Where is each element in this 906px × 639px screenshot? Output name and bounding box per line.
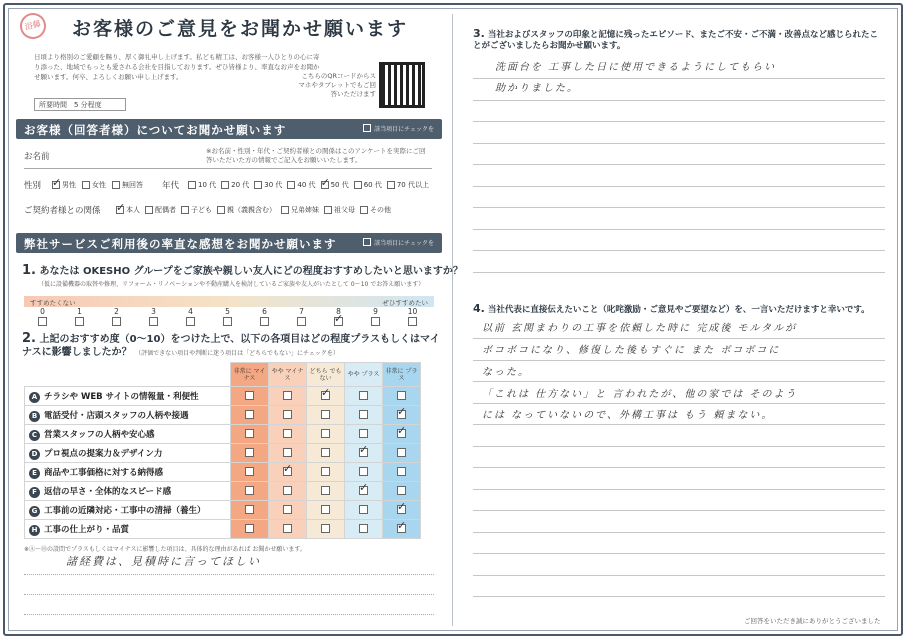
- rating-cell[interactable]: [307, 463, 345, 482]
- page-title: お客様のご意見をお聞かせ願います: [72, 18, 409, 40]
- age-option[interactable]: 20 代: [221, 180, 249, 190]
- answer-line: [473, 164, 885, 165]
- rating-item: [25, 482, 231, 501]
- item-label: 工事の仕上がり・品質: [44, 524, 130, 535]
- checkbox[interactable]: [321, 391, 330, 400]
- rating-cell[interactable]: [345, 387, 383, 406]
- rating-item: [25, 463, 231, 482]
- scale-option[interactable]: 6: [246, 307, 283, 326]
- rating-cell[interactable]: [269, 406, 307, 425]
- checkbox[interactable]: [112, 181, 120, 189]
- rating-row: [25, 444, 421, 463]
- rating-cell[interactable]: [231, 501, 269, 520]
- checkbox[interactable]: [283, 505, 292, 514]
- checkbox[interactable]: [245, 505, 254, 514]
- checkbox[interactable]: [245, 429, 254, 438]
- item-letter-badge: B: [29, 411, 40, 422]
- checkbox[interactable]: [245, 391, 254, 400]
- checkbox[interactable]: [283, 410, 292, 419]
- checkbox[interactable]: [397, 391, 406, 400]
- q4-title: 4. 当社代表に直接伝えたいこと（叱咤激励・ご意見やご要望など）を、一言いただけますと幸いです。: [473, 302, 870, 315]
- checkbox[interactable]: [149, 317, 158, 326]
- checkbox[interactable]: [334, 317, 343, 326]
- checkbox[interactable]: [217, 206, 225, 214]
- rating-cell[interactable]: [345, 406, 383, 425]
- checkbox[interactable]: [397, 524, 406, 533]
- gender-label: 性別: [24, 181, 42, 191]
- answer-line: [473, 143, 885, 144]
- checkbox[interactable]: [283, 391, 292, 400]
- item-label: 返信の早さ・全体的なスピード感: [44, 486, 172, 497]
- checkbox[interactable]: [116, 206, 124, 214]
- checkbox[interactable]: [245, 486, 254, 495]
- checkbox[interactable]: [359, 391, 368, 400]
- checkbox[interactable]: [38, 317, 47, 326]
- checkbox[interactable]: [283, 524, 292, 533]
- gender-option-female[interactable]: 女性: [82, 180, 106, 190]
- item-label: 商品や工事価格に対する納得感: [44, 467, 164, 478]
- answer-line: [24, 614, 434, 615]
- name-label: お名前: [24, 152, 50, 162]
- answer-line: [473, 553, 885, 554]
- checkbox[interactable]: [287, 181, 295, 189]
- checkbox[interactable]: [324, 206, 332, 214]
- section-title: お客様（回答者様）についてお聞かせ願います: [24, 123, 287, 137]
- q2-title: 2. 上記のおすすめ度（0〜10）をつけた上で、以下の各項目はどの程度プラスもしくはマイナスに影響しましたか？ （評価できない項目や判断に迷う項目は「どちらでもない」にチェックを）: [22, 331, 440, 358]
- age-option[interactable]: ✓ 50 代: [321, 180, 349, 190]
- rating-row: [25, 463, 421, 482]
- rating-cell[interactable]: [307, 406, 345, 425]
- checkbox[interactable]: [281, 206, 289, 214]
- rating-row: [25, 482, 421, 501]
- answer-line: [473, 78, 885, 79]
- checkbox[interactable]: [359, 505, 368, 514]
- section-note: 該当項目にチェックを: [363, 124, 434, 133]
- scale-option[interactable]: 4: [172, 307, 209, 326]
- checkbox[interactable]: [321, 486, 330, 495]
- q4-answer-line[interactable]: なった。: [482, 367, 530, 378]
- nps-scale-header: [24, 296, 434, 307]
- answer-line: [473, 250, 885, 251]
- age-option[interactable]: 60 代: [354, 180, 382, 190]
- age-option[interactable]: 40 代: [287, 180, 315, 190]
- rating-cell[interactable]: [383, 463, 421, 482]
- checkbox[interactable]: [245, 448, 254, 457]
- rating-cell[interactable]: [345, 425, 383, 444]
- gender-option-male[interactable]: ✓ 男性: [52, 180, 76, 190]
- section-feedback-header: [16, 233, 442, 253]
- checkbox[interactable]: [359, 429, 368, 438]
- answer-line: [473, 100, 885, 101]
- checkbox[interactable]: [359, 524, 368, 533]
- center-divider: [452, 14, 453, 626]
- checkbox[interactable]: [283, 467, 292, 476]
- relation-option[interactable]: ✓ 本人: [116, 205, 140, 215]
- rating-cell[interactable]: [269, 501, 307, 520]
- checkbox[interactable]: [321, 505, 330, 514]
- checkbox[interactable]: [245, 524, 254, 533]
- q3-answer-line[interactable]: 助かりました。: [495, 83, 579, 94]
- q4-answer-line[interactable]: には なっていないので、外構工事は もう 頼まない。: [482, 410, 774, 421]
- answer-line: [24, 574, 434, 575]
- checkbox[interactable]: [354, 181, 362, 189]
- item-label: 工事前の近隣対応・工事中の清掃（養生）: [44, 505, 206, 516]
- age-options: [188, 180, 429, 190]
- rating-cell[interactable]: [231, 444, 269, 463]
- scale-option[interactable]: 1: [61, 307, 98, 326]
- item-letter-badge: H: [29, 525, 40, 536]
- column-header: やや マイナス: [269, 363, 307, 387]
- column-header: 非常に プラス: [383, 363, 421, 387]
- checkbox[interactable]: [408, 317, 417, 326]
- checkbox[interactable]: [283, 448, 292, 457]
- q4-answer-line[interactable]: 以前 玄関まわりの工事を依頼した時に 完成後 モルタルが: [482, 323, 798, 334]
- item-label: プロ視点の提案力＆デザイン力: [44, 448, 163, 459]
- rating-cell[interactable]: [383, 482, 421, 501]
- checkbox[interactable]: [321, 181, 329, 189]
- rating-header-row: [25, 363, 421, 387]
- checkbox[interactable]: [145, 206, 153, 214]
- checkbox[interactable]: [321, 448, 330, 457]
- rating-cell[interactable]: [345, 501, 383, 520]
- answer-line: [473, 272, 885, 273]
- column-header: やや プラス: [345, 363, 383, 387]
- time-required-label: 所要時間 5 分程度: [34, 98, 126, 111]
- rating-cell[interactable]: [383, 444, 421, 463]
- checkbox[interactable]: [387, 181, 395, 189]
- column-header: 非常に マイナス: [231, 363, 269, 387]
- answer-line: [473, 186, 885, 187]
- answer-line: [473, 207, 885, 208]
- rating-row: [25, 406, 421, 425]
- item-letter-badge: G: [29, 506, 40, 517]
- checkbox[interactable]: [260, 317, 269, 326]
- checkbox[interactable]: [321, 429, 330, 438]
- checkbox[interactable]: [283, 486, 292, 495]
- rating-cell[interactable]: [383, 406, 421, 425]
- gender-options: [52, 180, 143, 190]
- q3-title: 3. 当社およびスタッフの印象と記憶に残ったエピソード、またご不安・ご不満・改善点など感じられたことがございましたらお聞かせ願います。: [473, 27, 879, 51]
- rating-cell[interactable]: [269, 463, 307, 482]
- answer-line: [473, 510, 885, 511]
- checkbox[interactable]: [112, 317, 121, 326]
- checkbox[interactable]: [75, 317, 84, 326]
- answer-line: [473, 596, 885, 597]
- item-letter-badge: D: [29, 449, 40, 460]
- section-respondent-header: [16, 119, 442, 139]
- answer-line: [473, 467, 885, 468]
- item-label: 営業スタッフの人柄や安心感: [44, 429, 155, 440]
- answer-line: [473, 338, 885, 339]
- checkbox[interactable]: [397, 448, 406, 457]
- rating-table: [24, 362, 421, 539]
- scale-option[interactable]: 3: [135, 307, 172, 326]
- checkbox[interactable]: [223, 317, 232, 326]
- scale-option[interactable]: 5: [209, 307, 246, 326]
- checkbox[interactable]: [297, 317, 306, 326]
- rating-cell[interactable]: [231, 425, 269, 444]
- relation-options: [116, 205, 391, 215]
- checkbox[interactable]: [52, 181, 60, 189]
- checkbox[interactable]: [359, 467, 368, 476]
- q4-answer-line[interactable]: 「これは 仕方ない」と 言われたが、他の家では そのよう: [482, 389, 798, 400]
- relation-option[interactable]: 子ども: [181, 205, 212, 215]
- rating-cell[interactable]: [307, 387, 345, 406]
- q2-reason-answer[interactable]: 諸経費は、見積時に言ってほしい: [66, 555, 261, 568]
- checkbox[interactable]: [397, 505, 406, 514]
- age-label: 年代: [162, 181, 180, 191]
- checkbox[interactable]: [188, 181, 196, 189]
- answer-line: [473, 532, 885, 533]
- relation-label: ご契約者様との関係: [24, 206, 101, 216]
- rating-cell[interactable]: [231, 463, 269, 482]
- checkbox[interactable]: [359, 448, 368, 457]
- rating-cell[interactable]: [383, 387, 421, 406]
- rating-cell[interactable]: [307, 501, 345, 520]
- intro-text: 日頃より格別のご愛顧を賜り、厚く御礼申し上げます。私ども精工は、お客様一人ひとりの心に寄り添った、地域でもっとも愛される会社を目指しております。ぜひ皆様より、率直なお声をお聞かせ願います。何卒、よろしくお願い申し上げます。: [34, 53, 320, 81]
- item-letter-badge: F: [29, 487, 40, 498]
- q1-title: 1. あなたは OKESHO グループをご家族や親しい友人にどの程度おすすめしたいと思いますか？: [22, 263, 463, 278]
- rating-item: [25, 406, 231, 425]
- checkbox[interactable]: [321, 524, 330, 533]
- name-note: ※お名前・性別・年代・ご契約者様との関係はこのアンケートを実際にご回答いただいた方の情報でご記入をお願いいたします。: [206, 147, 426, 164]
- checkbox[interactable]: [397, 486, 406, 495]
- scale-option[interactable]: 0: [24, 307, 61, 326]
- rating-cell[interactable]: [307, 425, 345, 444]
- rating-cell[interactable]: [307, 444, 345, 463]
- checkbox[interactable]: [360, 206, 368, 214]
- checkbox[interactable]: [181, 206, 189, 214]
- name-field[interactable]: [24, 168, 432, 169]
- rating-cell[interactable]: [231, 406, 269, 425]
- rating-item: [25, 444, 231, 463]
- scale-option[interactable]: [320, 307, 357, 326]
- checkbox[interactable]: [371, 317, 380, 326]
- checkbox[interactable]: [283, 429, 292, 438]
- rating-cell[interactable]: [307, 482, 345, 501]
- rating-cell[interactable]: [307, 520, 345, 539]
- q1-subtext: （仮に設備機器の取替や修理、リフォーム・リノベーションや不動産購入を検討しているご家族や友人がいたとして 0〜10 でお答え願います）: [38, 281, 425, 288]
- checkbox[interactable]: [397, 467, 406, 476]
- answer-line: [473, 575, 885, 576]
- checkbox[interactable]: [221, 181, 229, 189]
- rating-cell[interactable]: [231, 482, 269, 501]
- relation-option[interactable]: 兄弟姉妹: [281, 205, 319, 215]
- qr-code-icon[interactable]: [379, 62, 425, 108]
- relation-option[interactable]: その他: [360, 205, 391, 215]
- gender-option-none[interactable]: 無回答: [112, 180, 143, 190]
- checkbox[interactable]: [321, 410, 330, 419]
- rating-row: [25, 520, 421, 539]
- seal-stamp: 浴藤: [17, 10, 49, 42]
- relation-option[interactable]: 配偶者: [145, 205, 176, 215]
- section-note: 該当項目にチェックを: [363, 238, 434, 247]
- rating-item: [25, 387, 231, 406]
- age-option[interactable]: 10 代: [188, 180, 216, 190]
- answer-line: [473, 424, 885, 425]
- rating-cell[interactable]: [269, 520, 307, 539]
- rating-cell[interactable]: [383, 425, 421, 444]
- item-label: チラシや WEB サイトの情報量・利便性: [44, 391, 199, 402]
- item-letter-badge: C: [29, 430, 40, 441]
- answer-line: [473, 446, 885, 447]
- rating-cell[interactable]: [269, 425, 307, 444]
- answer-line: [473, 403, 885, 404]
- answer-line: [473, 229, 885, 230]
- rating-cell[interactable]: [231, 520, 269, 539]
- checkbox[interactable]: [245, 467, 254, 476]
- checkbox[interactable]: [186, 317, 195, 326]
- rating-item: [25, 425, 231, 444]
- rating-item: [25, 520, 231, 539]
- relation-option[interactable]: 親（義親含む）: [217, 205, 276, 215]
- rating-cell[interactable]: [345, 463, 383, 482]
- qr-instruction: こちらのQRコードからスマホやタブレットでもご回答いただけます: [298, 72, 376, 98]
- rating-row: [25, 501, 421, 520]
- rating-cell[interactable]: [269, 482, 307, 501]
- relation-option[interactable]: 祖父母: [324, 205, 355, 215]
- rating-cell[interactable]: [269, 444, 307, 463]
- rating-item: [25, 501, 231, 520]
- scale-low-label: すすめたくない: [30, 299, 76, 307]
- answer-line: [473, 121, 885, 122]
- rating-cell[interactable]: [383, 520, 421, 539]
- item-letter-badge: E: [29, 468, 40, 479]
- checkbox[interactable]: [245, 410, 254, 419]
- scale-option[interactable]: 10: [394, 307, 431, 326]
- section-title: 弊社サービスご利用後の率直な感想をお聞かせ願います: [24, 237, 337, 251]
- checkbox[interactable]: [359, 486, 368, 495]
- checkbox[interactable]: [321, 467, 330, 476]
- rating-cell[interactable]: [383, 501, 421, 520]
- checkbox[interactable]: [397, 429, 406, 438]
- blank-header: [25, 363, 231, 387]
- scale-option[interactable]: 7: [283, 307, 320, 326]
- q2-footnote: ※Ⓐ〜Ⓗの設問でプラスもしくはマイナスに影響した項目は、具体的な理由があれば お聞かせ願います。: [24, 546, 306, 553]
- checkbox[interactable]: [82, 181, 90, 189]
- rating-cell[interactable]: [345, 444, 383, 463]
- rating-cell[interactable]: [345, 482, 383, 501]
- nps-scale: [24, 307, 434, 331]
- answer-line: [473, 360, 885, 361]
- scale-option[interactable]: 9: [357, 307, 394, 326]
- column-header: どちら でもない: [307, 363, 345, 387]
- checkbox[interactable]: [397, 410, 406, 419]
- rating-cell[interactable]: [345, 520, 383, 539]
- age-option[interactable]: 70 代以上: [387, 180, 429, 190]
- checkbox[interactable]: [254, 181, 262, 189]
- rating-cell[interactable]: [231, 387, 269, 406]
- scale-option[interactable]: 2: [98, 307, 135, 326]
- q4-answer-line[interactable]: ボコボコになり、修復した後もすぐに また ボコボコに: [482, 345, 781, 356]
- answer-line: [473, 381, 885, 382]
- rating-row: [25, 425, 421, 444]
- scale-high-label: ぜひすすめたい: [382, 299, 428, 307]
- checkbox[interactable]: [359, 410, 368, 419]
- thanks-message: ご回答をいただき誠にありがとうございました: [744, 617, 881, 625]
- q3-answer-line[interactable]: 洗面台を 工事した日に使用できるようにしてもらい: [495, 62, 777, 73]
- rating-row: [25, 387, 421, 406]
- rating-cell[interactable]: [269, 387, 307, 406]
- age-option[interactable]: 30 代: [254, 180, 282, 190]
- item-label: 電話受付・店頭スタッフの人柄や接遇: [44, 410, 189, 421]
- answer-line: [24, 594, 434, 595]
- item-letter-badge: A: [29, 392, 40, 403]
- answer-line: [473, 489, 885, 490]
